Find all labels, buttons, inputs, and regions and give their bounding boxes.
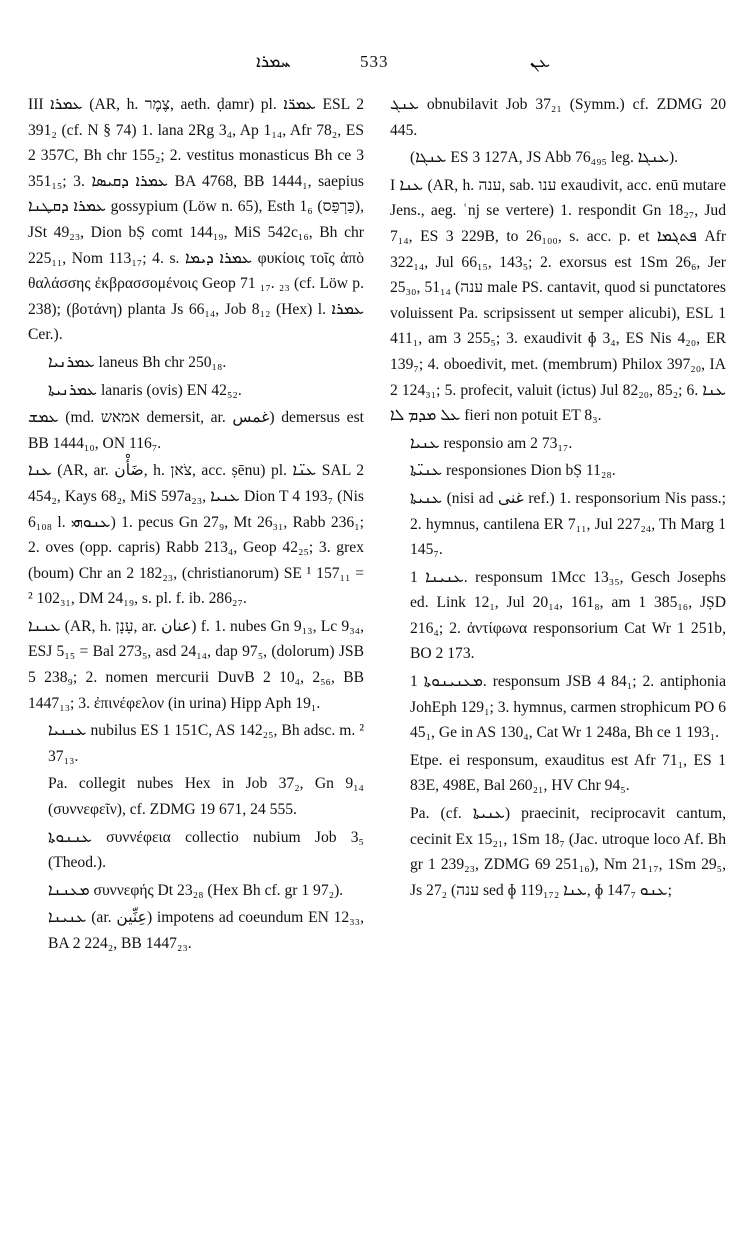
entry-amra-lana: III ܥܡܪܐ (AR, h. צֶמֶר, aeth. ḍamr) pl. ܥܡܪ̈ܐ ESL 2 391₂ (cf. N § 74) 1. lana 2Rg 3₄, Ap 1₁₄, Afr 78₂, ES 2 357C, Bh chr 155₂; 2. vestitus monasticus Bh ce 3 351₁₅; 3. ܥܡܪܐ ܕܩܝܣܐ BA 4768, BB 1444₁, saepius ܥܡܪܐ ܕܩܛܢܐ gossypium (Löw n. 65), Esth 1₆ (כַּרְפַּס), JSt 49₂₃, Dion bṢ comt 144₁₉, MiS 542c₁₆, Bh chr 225₁₁, Nom 113₁₇; 4. s. ܥܡܪܐ ܕܝܡܐ φυκίοις τοῖς ἀπὸ θαλάσσης ἐκβρασσομένοις Geop 71 ₁₇. ₂₃ (cf. Löw p. 238); (βοτάνη) planta Js 66₁₄, Job 8₁₂ (Hex) l. ܥܡܪܐ Cer.). [28,96,364,344]
entry-synnephes: ܡܥܢܢܐ συννεφής Dt 23₂₈ (Hex Bh cf. gr 1 97₂). [48,881,344,899]
entry-leg-note: (ܥܢܓܐ ES 3 127A, JS Abb 76₄₉₅ leg. ܥܢܓܐ). [410,149,679,167]
entry-responsum: ܥܢܝܢܐ 1. responsum 1Mcc 13₃₅, Gesch Josephs ed. Link 12₁, Jul 20₁₄, 161₈, am 1 385₁₆, JṢD 216₄; 2. ἀντίφωνα responsorium Cat Wr 1 251b, BO 2 173. [410,568,726,663]
page-number: 533 [360,52,389,71]
entry-nubilus: ܥܢܢܝܐ nubilus ES 1 151C, AS 142₂₅, Bh adsc. m. ² 37₁₃. [48,722,364,765]
entry-respondit: I ܥܢܐ (AR, h. ענה, sab. ענו exaudivit, acc. enū mutare Jens., aeg. ʿnj se vertere) 1. respondit Gn 18₂₇, Jud 7₁₄, ES 3 229B, to 26₁₀₀, s. acc. p. et ܦܬܓܡܐ Afr 322₁₄, Jul 66₁₅, 143₅; 2. exorsus est 1Sm 26₆, Jer 25₃₀, 51₁₄ (ענה male PS. cantavit, quod si punctatores voluissent Pa. scripsissent ut semper alicubi), ESL 1 411₁, am 3 255₅; 3. exaudivit ɸ 3₄, ES Nis 4₂₀, ER 139₇; 4. oboedivit, met. (membrum) Philox 397₂₀, IA 2 124₃₁; 5. profecit, valuit (ictus) Jul 82₂₀, 85₂; 6. ܥܢܐ ܥܠ ܡܕܡ ܠܐ fieri non potuit ET 8₃. [390,176,727,425]
entry-obnubilavit: ܥܢܓ obnubilavit Job 37₂₁ (Symm.) cf. ZDMG 20 445. [390,96,726,139]
entry-pa-praecinit: Pa. (cf. ܥܢܝܬܐ) praecinit, reciprocavit cantum, cecinit Ex 15₂₁, 1Sm 18₇ (Jac. utroque loco Af. Bh gr 1 239₂₃, ZDMG 69 251₁₆), Nm 21₁₇, 1Sm 29₅, Js 27₂ (ענה sed ɸ 119₁₇₂ ܥܢܐ, ɸ 147₇ ܥܢܘ; [410,805,726,899]
right-headword: ܥܢ [530,52,551,71]
entry-responsiones: ܥܢܝ̈ܬܐ responsiones Dion bṢ 11₂₈. [410,462,616,480]
right-column [390,92,726,905]
left-column [28,92,364,959]
entry-laneus: ܥܡܪܢܝܐ laneus Bh chr 250₁₈. [48,353,227,371]
entry-antiphonia: ܡܥܢܝܢܘܬܐ 1. responsum JSB 4 84₁; 2. antiphonia JohEph 129₁; 3. hymnus, carmen strophicum PO 6 45₁, Ge in AS 130₄, Cat Wr 1 248a, Bh ce 1 193₁. [410,673,726,742]
entry-impotens: ܥܢܝܢܐ (ar. عِنِّين) impotens ad coeundum EN 12₃₃, BA 2 224₂, BB 1447₂₃. [48,909,364,952]
entry-pa-collegit: Pa. collegit nubes Hex in Job 37₂, Gn 9₁₄ (συννεφεῖν), cf. ZDMG 19 671, 24 555. [48,775,364,819]
entry-nubes: ܥܢܢܐ (AR, h. עָנָן, ar. عنان) f. 1. nubes Gn 9₁₃, Lc 9₃₄, ESJ 5₁₅ = Bal 273₅, asd 24₁₄, dap 97₅, (dolorum) JSB 5 238₉; 2. nomen mercurii DuvB 2 10₄, 2₅₆, BB 1447₁₃; 3. ἐπινέφελον (in urina) Hipp Aph 19₁. [28,617,364,712]
entry-demersit: ܥܡܫ (md. אמאש demersit, ar. غمس) demersus est BB 1444₁₀, ON 116₇. [28,409,364,452]
entry-responsorium: ܥܢܝܬܐ (nisi ad غنى ref.) 1. responsorium Nis pass.; 2. hymnus, cantilena ER 7₁₁, Jul 227₂₄, Th Marg 1 145₇. [410,489,726,559]
entry-responsio: ܥܢܝܐ responsio am 2 73₁₇. [410,434,573,452]
entry-lanaris: ܥܡܪܢܝܬܐ lanaris (ovis) EN 42₅₂. [48,381,242,399]
entry-pecus: ܥܢܐ (AR, ar. ضَأْن, h. צֹאן, acc. ṣēnu) pl. ܥܢ̈ܐ SAL 2 454₂, Kays 68₂, MiS 597a₂₃, ܥܢܝܐ Dion T 4 193₇ (Nis 6₁₀₈ l. ܥܢܘܗܝ) 1. pecus Gn 27₉, Mt 26₃₁, Rabb 236₁; 2. oves (opp. capris) Rabb 213₄, Geop 42₂₅; 3. grex (boum) Chr an 2 182₂₃, (christianorum) SE ¹ 157₁₁ = ² 102₃₁, DM 24₁₉, s. pl. f. ib. 286₂₇. [28,462,364,608]
left-headword: ܚܡܪܐ [256,52,291,71]
entry-collectio-nubium: ܥܢܢܘܬܐ συννέφεια collectio nubium Job 3₅ (Theod.). [48,828,364,872]
entry-etpe: Etpe. ei responsum, exauditus est Afr 71₁, ES 1 83E, 498E, Bal 260₂₁, HV Chr 94₅. [410,751,726,795]
running-head [20,52,730,80]
